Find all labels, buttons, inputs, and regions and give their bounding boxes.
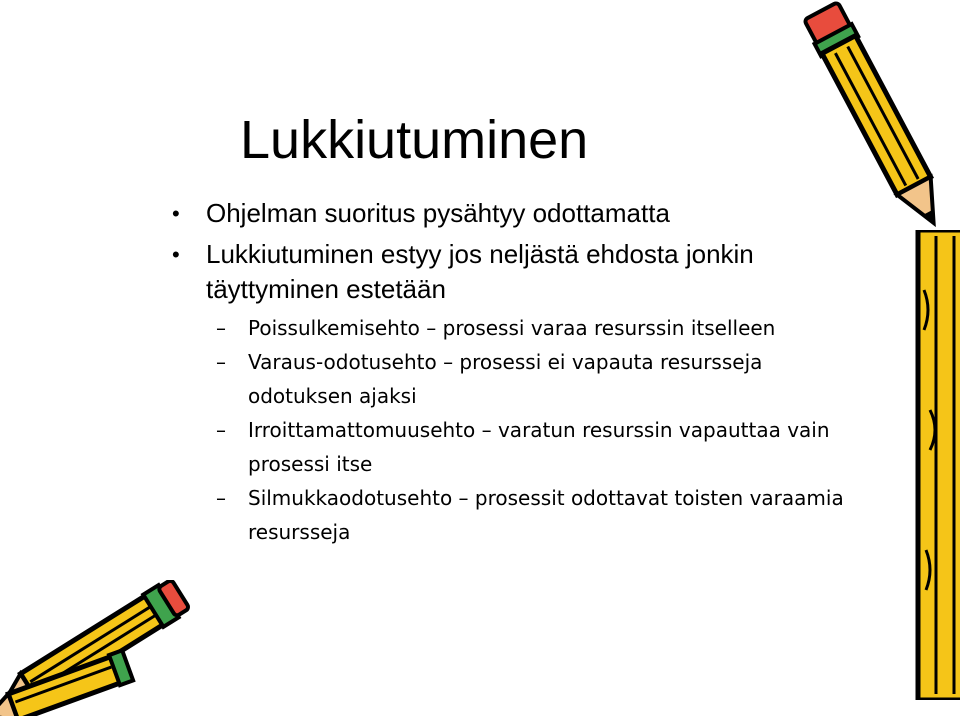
sub-bullet-text: Poissulkemisehto – prosessi varaa resurssin itselleen (248, 316, 776, 340)
sub-bullet-list (206, 311, 868, 549)
sub-bullet-item (206, 345, 868, 413)
sub-bullet-marker: – (216, 418, 226, 442)
sub-bullet-marker: – (216, 350, 226, 374)
bullet-marker: • (172, 242, 180, 267)
sub-bullet-item (206, 481, 868, 549)
bullet-item (168, 237, 868, 549)
sub-bullet-text: Silmukkaodotusehto – prosessit odottavat toisten varaamia resursseja (248, 486, 844, 544)
slide-title: Lukkiutuminen (240, 110, 589, 170)
bullet-marker: • (172, 201, 180, 226)
bullet-text: Ohjelman suoritus pysähtyy odottamatta (206, 198, 670, 228)
sub-bullet-text: Irroittamattomuusehto – varatun resurssin vapauttaa vain prosessi itse (248, 418, 830, 476)
bullet-item (168, 196, 868, 231)
sub-bullet-marker: – (216, 316, 226, 340)
sub-bullet-item (206, 413, 868, 481)
bullet-list (168, 196, 868, 555)
sub-bullet-item (206, 311, 868, 345)
pencil-icon (900, 230, 960, 700)
sub-bullet-marker: – (216, 486, 226, 510)
sub-bullet-text: Varaus-odotusehto – prosessi ei vapauta resursseja odotuksen ajaksi (248, 350, 763, 408)
pencil-icon (0, 580, 200, 716)
bullet-text: Lukkiutuminen estyy jos neljästä ehdosta jonkin täyttyminen estetään (206, 239, 754, 304)
